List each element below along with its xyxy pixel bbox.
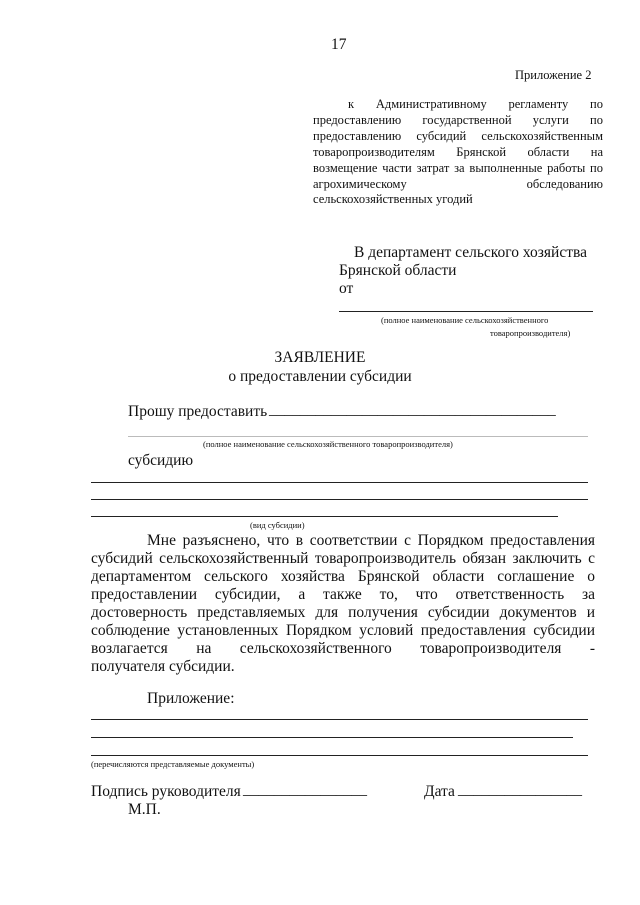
document-title: ЗАЯВЛЕНИЕ bbox=[274, 349, 366, 366]
page-number: 17 bbox=[331, 36, 347, 53]
regulation-line: агрохимическому обследованию bbox=[313, 177, 603, 191]
date-label: Дата bbox=[424, 783, 455, 800]
paragraph-line: департаментом сельского хозяйства Брянской области соглашение о bbox=[91, 568, 595, 585]
addressee-from: от bbox=[339, 280, 354, 297]
signature-field[interactable]: ________________ bbox=[243, 781, 367, 798]
request-label: Прошу предоставить bbox=[128, 403, 268, 420]
subsidy-type-note: (вид субсидии) bbox=[250, 520, 305, 530]
date-field[interactable]: ________________ bbox=[458, 781, 582, 798]
applicant-name-line[interactable] bbox=[339, 311, 593, 312]
addressee-line: Брянской области bbox=[339, 262, 457, 279]
request-name-note: (полное наименование сельскохозяйственного товаропроизводителя) bbox=[203, 439, 453, 449]
paragraph-line: получателя субсидии. bbox=[91, 658, 235, 675]
paragraph-line: достоверность представляемых для получения субсидии документов и bbox=[91, 604, 595, 621]
name-continuation-line[interactable] bbox=[128, 436, 588, 437]
regulation-line: товаропроизводителям Брянской области на bbox=[313, 145, 603, 159]
regulation-line: к Административному регламенту по bbox=[348, 97, 603, 111]
regulation-line: предоставлению государственной услуги по bbox=[313, 113, 603, 127]
seal-label: М.П. bbox=[128, 801, 161, 818]
addressee-line: В департамент сельского хозяйства bbox=[354, 244, 587, 261]
regulation-line: сельскохозяйственных угодий bbox=[313, 192, 473, 206]
appendix-label: Приложение 2 bbox=[515, 68, 592, 82]
paragraph-line: Мне разъяснено, что в соответствии с Порядком предоставления bbox=[147, 532, 595, 549]
attachments-note: (перечисляются представляемые документы) bbox=[91, 759, 255, 769]
subsidy-type-line[interactable] bbox=[91, 482, 588, 483]
regulation-line: предоставлению субсидий сельскохозяйственным bbox=[313, 129, 603, 143]
attachment-line[interactable] bbox=[91, 719, 588, 720]
paragraph-line: соблюдение установленных Порядком условий предоставления субсидии bbox=[91, 622, 595, 639]
paragraph-line: предоставлении субсидии, а также то, что ответственность за bbox=[91, 586, 595, 603]
attachment-line[interactable] bbox=[91, 755, 588, 756]
attachment-line[interactable] bbox=[91, 737, 573, 738]
request-name-field[interactable]: _____________________________________ bbox=[269, 401, 556, 418]
signature-label: Подпись руководителя bbox=[91, 783, 241, 800]
subsidy-type-line[interactable] bbox=[91, 499, 588, 500]
document-subtitle: о предоставлении субсидии bbox=[228, 368, 412, 385]
applicant-name-note: (полное наименование сельскохозяйственного bbox=[381, 315, 549, 325]
attachments-label: Приложение: bbox=[147, 690, 235, 707]
regulation-line: возмещение части затрат за выполненные работы по bbox=[313, 161, 603, 175]
applicant-name-note: товаропроизводителя) bbox=[490, 328, 571, 338]
paragraph-line: возлагается на сельскохозяйственного товаропроизводителя - bbox=[91, 640, 595, 657]
subsidy-word: субсидию bbox=[128, 452, 194, 469]
paragraph-line: субсидий сельскохозяйственный товаропроизводитель обязан заключить с bbox=[91, 550, 595, 567]
subsidy-type-line[interactable] bbox=[91, 516, 558, 517]
